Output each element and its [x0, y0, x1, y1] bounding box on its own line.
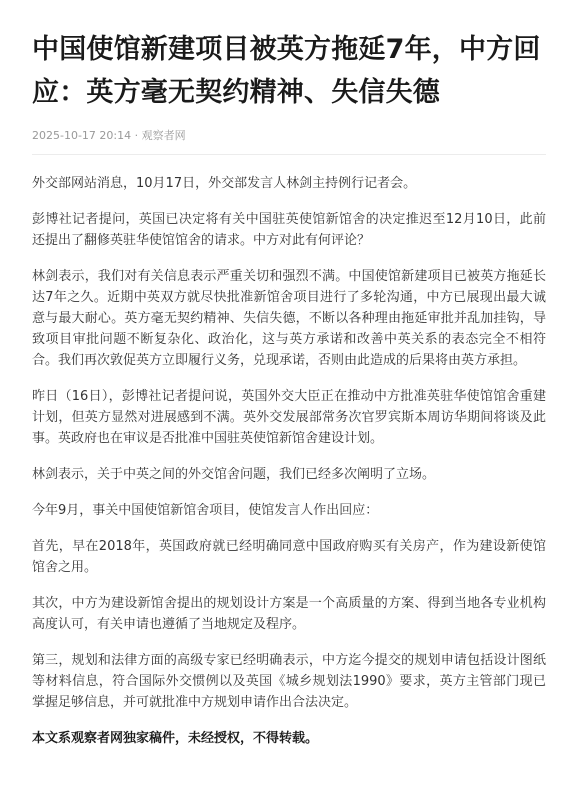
article-meta: 2025-10-17 20:14 · 观察者网 — [32, 129, 186, 142]
paragraph: 其次，中方为建设新馆舍提出的规划设计方案是一个高质量的方案、得到当地各专业机构高度认可，有关申请也遵循了当地规定及程序。 — [32, 596, 546, 632]
paragraph: 今年9月，事关中国使馆新馆舍项目，使馆发言人作出回应： — [32, 503, 379, 518]
paragraph: 林剑表示，我们对有关信息表示严重关切和强烈不满。中国使馆新建项目已被英方拖延长达7年之久。近期中英双方就尽快批准新馆舍项目进行了多轮沟通，中方已展现出最大诚意与最大耐心。英方毫无契约精神、失信失德，不断以各种理由拖延审批并乱加挂钩，导致项目审批问题不断复杂化、政治化，这与英方承诺和改善中英关系的表态完全不相符合。我们再次敦促英方立即履行义务，兑现承诺，否则由此造成的后果将由英方承担。 — [32, 269, 546, 368]
paragraph: 外交部网站消息，10月17日，外交部发言人林剑主持例行记者会。 — [32, 176, 417, 191]
paragraph: 林剑表示，关于中英之间的外交馆舍问题，我们已经多次阐明了立场。 — [32, 467, 436, 482]
paragraph: 昨日（16日），彭博社记者提问说，英国外交大臣正在推动中方批准英驻华使馆馆舍重建计划，但英方显然对进展感到不满。英外交发展部常务次官罗宾斯本周访华期间将谈及此事。英政府也在审议是否批准中国驻英使馆新馆舍建设计划。 — [32, 389, 546, 446]
copyright-notice: 本文系观察者网独家稿件，未经授权，不得转载。 — [32, 731, 319, 746]
paragraph: 第三，规划和法律方面的高级专家已经明确表示，中方迄今提交的规划申请包括设计图纸等材料信息，符合国际外交惯例以及英国《城乡规划法1990》要求，英方主管部门现已掌握足够信息，并可就批准中方规划申请作出合法决定。 — [32, 653, 546, 710]
article-body — [32, 173, 546, 749]
article-title: 中国使馆新建项目被英方拖延7年，中方回应：英方毫无契约精神、失信失德 — [32, 34, 541, 108]
paragraph: 首先，早在2018年，英国政府就已经明确同意中国政府购买有关房产，作为建设新使馆馆舍之用。 — [32, 539, 546, 575]
paragraph: 彭博社记者提问，英国已决定将有关中国驻英使馆新馆舍的决定推迟至12月10日，此前还提出了翻修英驻华使馆馆舍的请求。中方对此有何评论？ — [32, 212, 546, 248]
divider — [32, 154, 546, 155]
